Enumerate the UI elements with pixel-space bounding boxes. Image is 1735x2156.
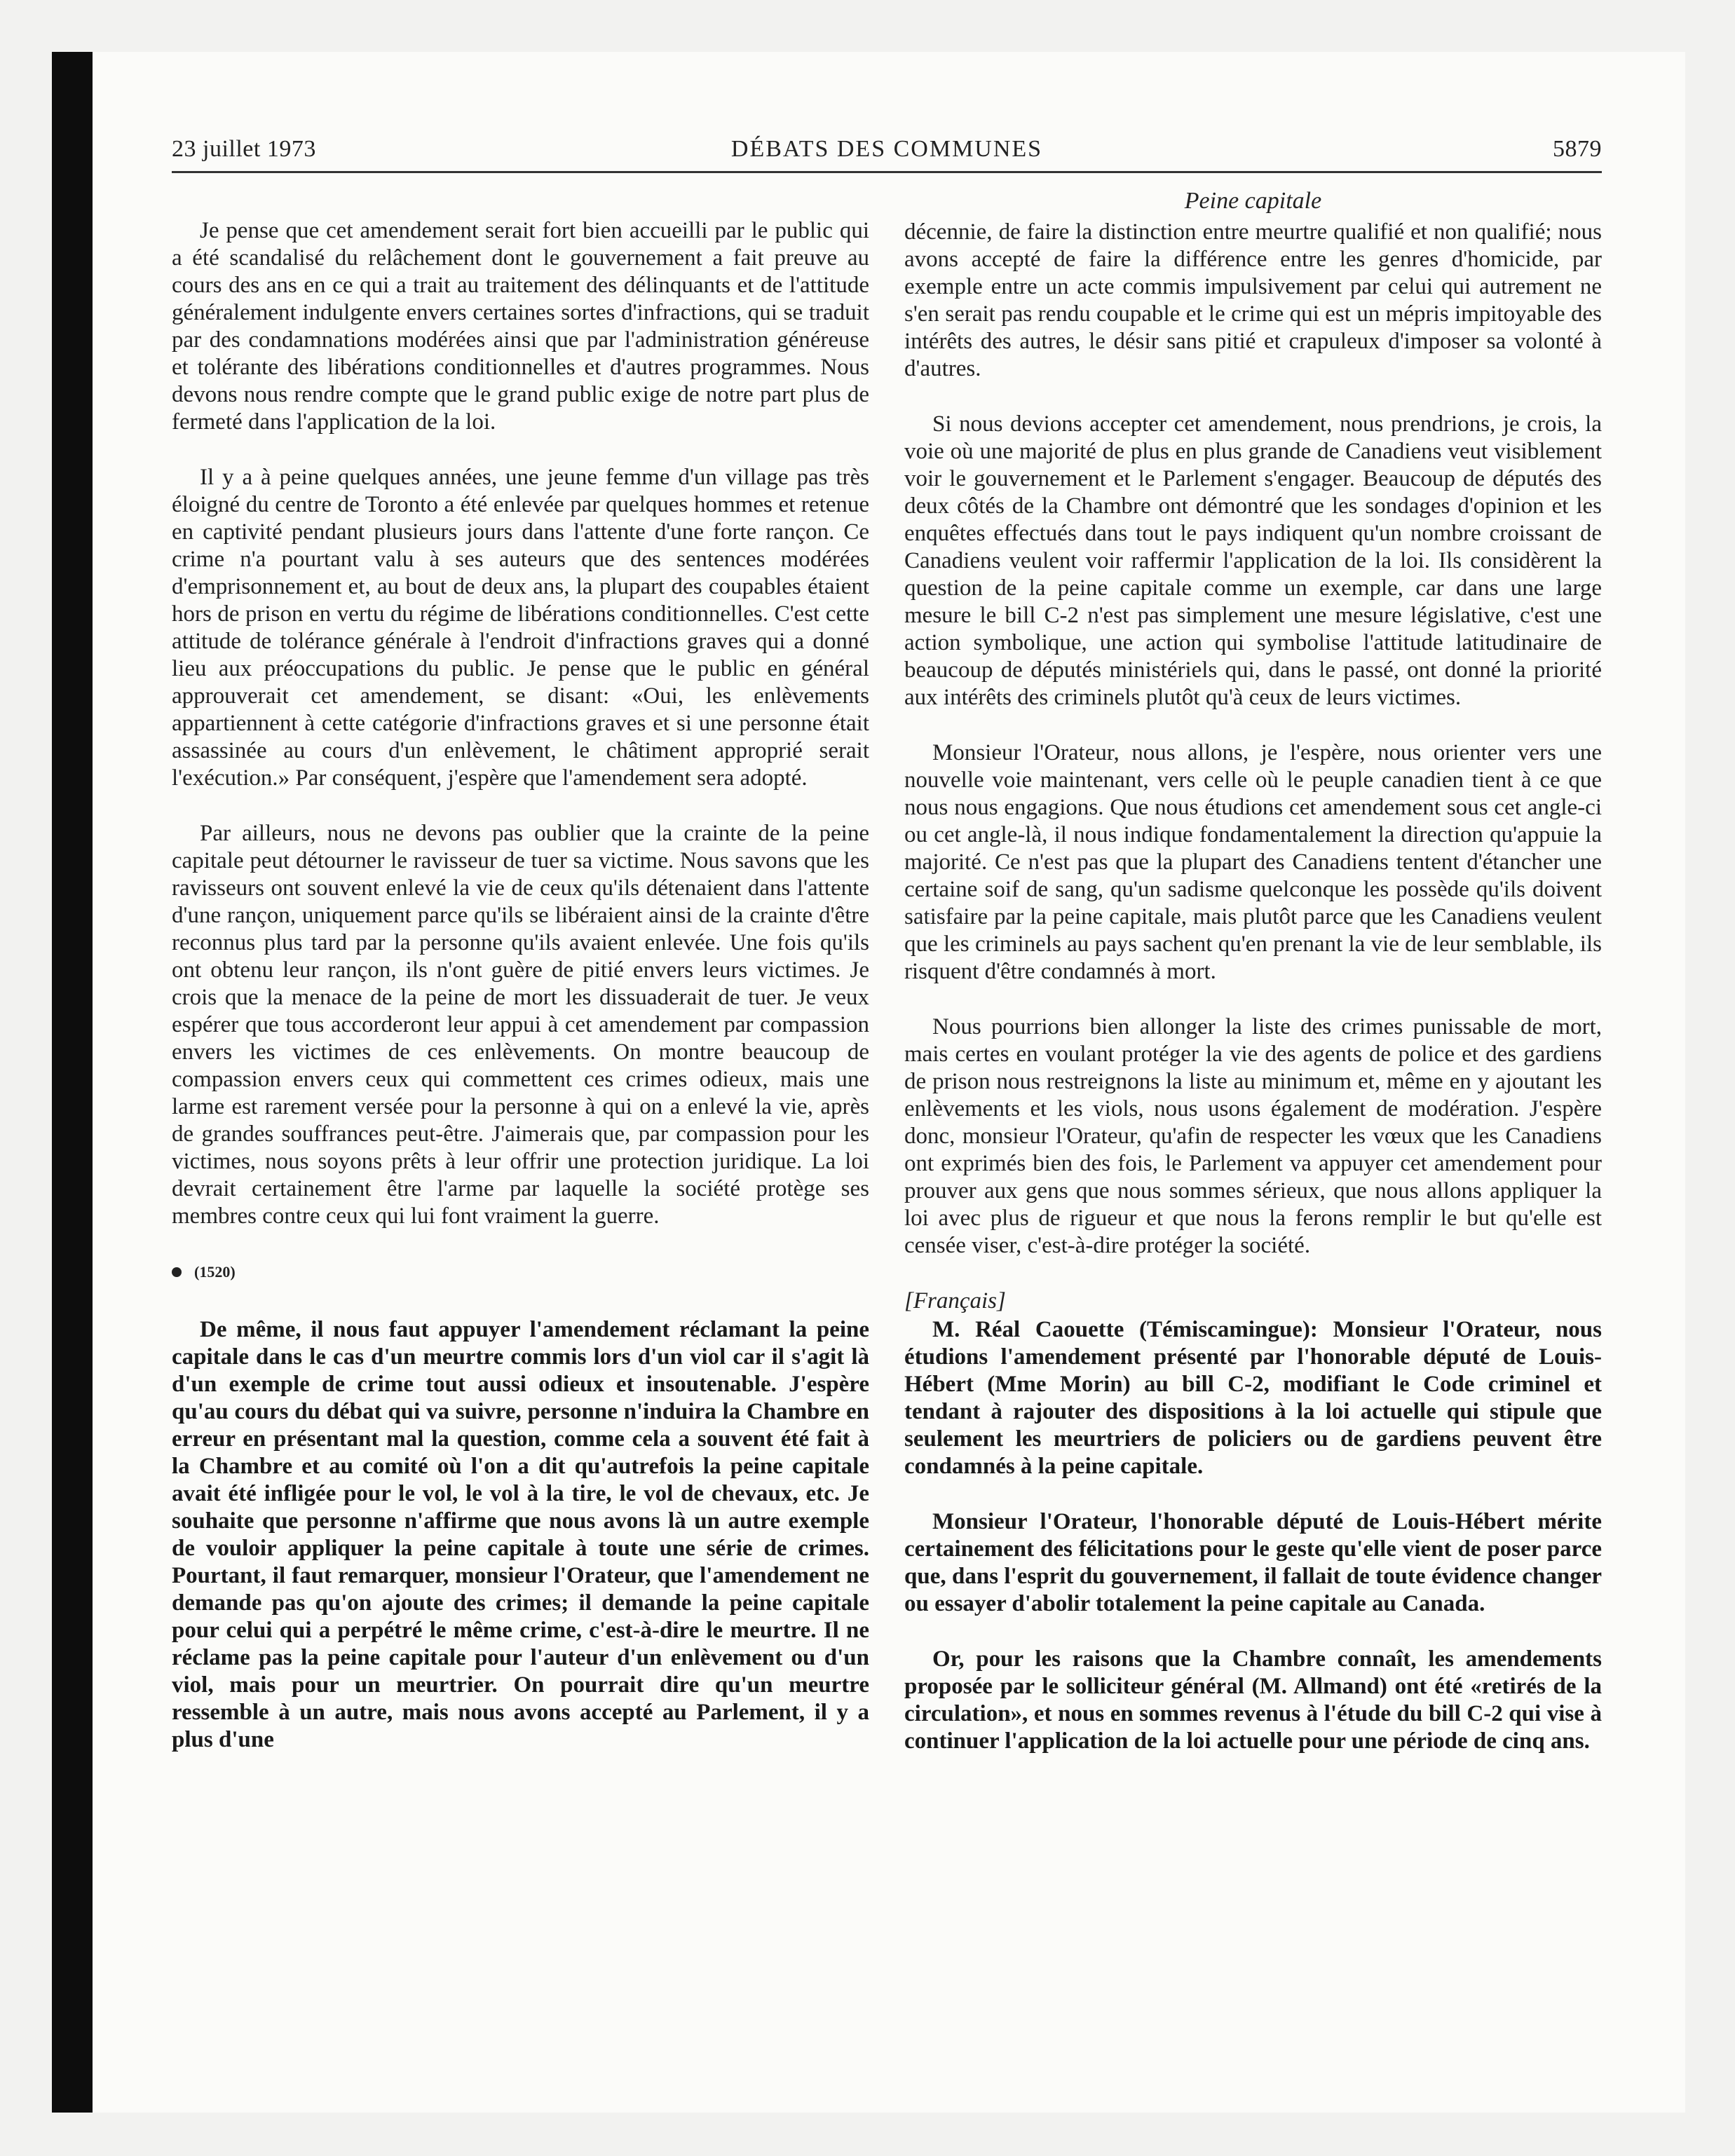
left-column [172, 217, 869, 1782]
paragraph: Je pense que cet amendement serait fort bien accueilli par le public qui a été scandalisé du relâchement dont le gouvernement a fait preuve au cours des ans en ce qui a trait au traitement des délinquants et de l'attitude généralement indulgente envers certaines sortes d'infractions, qui se traduit par des condamnations modérées ainsi que par l'administration généreuse et tolérante des libérations conditionnelles et d'autres programmes. Nous devons nous rendre compte que le grand public exige de notre part plus de fermeté dans l'application de la loi. [172, 218, 869, 435]
paragraph: Il y a à peine quelques années, une jeune femme d'un village pas très éloigné du centre de Toronto a été enlevée par quelques hommes et retenue en captivité pendant plusieurs jours dans l'attente d'une forte rançon. Ce crime n'a pourtant valu à ses auteurs que des sentences modérées d'emprisonnement et, au bout de deux ans, la plupart des coupables étaient hors de prison en vertu du régime de libérations conditionnelles. C'est cette attitude de tolérance générale à l'endroit d'infractions graves qui a donné lieu aux préoccupations du public. Je pense que le public en général approuverait cet amendement, se disant: «Oui, les enlèvements appartiennent à cette catégorie d'infractions graves et si une personne était assassinée au cours d'un enlèvement, le châtiment approprié serait l'exécution.» Par conséquent, j'espère que l'amendement sera adopté. [172, 465, 869, 791]
timestamp-marker [172, 1258, 869, 1285]
paragraph: De même, il nous faut appuyer l'amendement réclamant la peine capitale dans le cas d'un meurtre commis lors d'un viol car il s'agit là d'un exemple de crime tout aussi odieux et insoutenable. J'espère qu'au cours du débat qui va suivre, personne n'induira la Chambre en erreur en présentant mal la question, comme cela a souvent été fait à la Chambre et au comité où l'on a dit qu'autrefois la peine capitale avait été infligée pour le vol, le vol à la tire, le vol de chevaux, etc. Je souhaite que personne n'affirme que nous avons là un autre exemple de vouloir appliquer la peine capitale à toute une série de crimes. Pourtant, il faut remarquer, monsieur l'Orateur, que l'amendement ne demande pas qu'on ajoute des crimes; il demande la peine capitale pour celui qui a perpétré le même crime, c'est-à-dire le meurtre. Il ne réclame pas la peine capitale pour l'auteur d'un enlèvement ou d'un viol, mais pour un meurtrier. On pourrait dire qu'un meurtre ressemble à un autre, mais nous avons accepté au Parlement, il y a plus d'une [172, 1317, 869, 1752]
language-tag: [Français] [904, 1288, 1006, 1314]
paragraph: Nous pourrions bien allonger la liste des crimes punissable de mort, mais certes en voulant protéger la vie des agents de police et des gardiens de prison nous restreignons la liste au minimum et, même en y ajoutant les enlèvements et les viols, nous usons également de modération. J'espère donc, monsieur l'Orateur, qu'afin de respecter les vœux que les Canadiens ont exprimés bien des fois, le Parlement va appuyer cet amendement pour prouver aux gens que nous sommes sérieux, que nous allons appliquer la loi avec plus de rigueur et que nous la ferons remplir le but qu'elle est censée viser, c'est-à-dire protéger la société. [904, 1014, 1602, 1258]
header-publication: DÉBATS DES COMMUNES [730, 136, 1043, 162]
right-column [904, 219, 1602, 1783]
header-page-number: 5879 [1553, 136, 1602, 162]
paragraph: décennie, de faire la distinction entre meurtre qualifié et non qualifié; nous avons accepté de faire la différence entre les genres d'homicide, par exemple entre un acte commis impulsivement par celui qui autrement ne s'en serait pas rendu coupable et le crime qui est un mépris impitoyable des intérêts des autres, le désir sans pitié et crapuleux d'imposer sa volonté à d'autres. [904, 219, 1602, 381]
timestamp-text: (1520) [194, 1263, 236, 1281]
header-date: 23 juillet 1973 [172, 136, 316, 162]
speaker-name: M. Réal Caouette (Témiscamingue): [932, 1317, 1318, 1342]
paragraph: Or, pour les raisons que la Chambre connaît, les amendements proposée par le solliciteur général (M. Allmand) ont été «retirés de la circulation», et nous en sommes revenus à l'étude du bill C-2 qui vise à continuer l'application de la loi actuelle pour une période de cinq ans. [904, 1646, 1602, 1754]
page-header [172, 135, 1602, 173]
paragraph: Monsieur l'Orateur, l'honorable député de Louis-Hébert mérite certainement des félicitations pour le geste qu'elle vient de poser parce que, dans l'esprit du gouvernement, il fallait de toute évidence changer ou essayer d'abolir totalement la peine capitale au Canada. [904, 1509, 1602, 1616]
paragraph: Monsieur l'Orateur, nous allons, je l'espère, nous orienter vers une nouvelle voie maintenant, vers celle où le peuple canadien tient à ce que nous nous engagions. Que nous étudions cet amendement sous cet angle-ci ou cet angle-là, il nous indique fondamentalement la direction qu'appuie la majorité. Ce n'est pas que la plupart des Canadiens tentent d'étancher une certaine soif de sang, qu'un sadisme quelconque les possède qu'ils doivent satisfaire par la peine capitale, mais plutôt parce que les Canadiens veulent que les criminels au pays sachent qu'en prenant la vie de leur semblable, ils risquent d'être condamnés à mort. [904, 740, 1602, 984]
paragraph: Si nous devions accepter cet amendement, nous prendrions, je crois, la voie où une majorité de plus en plus grande de Canadiens veut visiblement voir le gouvernement et le Parlement s'engager. Beaucoup de députés des deux côtés de la Chambre ont démontré que les sondages d'opinion et les enquêtes effectués dans tout le pays indiquent qu'un nombre croissant de Canadiens veulent voir raffermir l'application de la loi. Ils considèrent la question de la peine capitale comme un exemple, car dans une large mesure le bill C-2 n'est pas simplement une mesure législative, c'est une action symbolique, une action qui symbolise l'attitude latitudinaire de beaucoup de députés ministériels qui, dans le passé, ont donné la priorité aux intérêts des criminels plutôt qu'à ceux de leurs victimes. [904, 411, 1602, 710]
speaker-text: Monsieur l'Orateur, nous étudions l'amendement présenté par l'honorable député de Louis-Hébert (Mme Morin) au bill C-2, modifiant le Code criminel et tendant à rajouter des dispositions à la loi actuelle qui stipule que seulement les meurtriers de policiers ou de gardiens peuvent être condamnés à la peine capitale. [904, 1317, 1602, 1479]
paragraph: Par ailleurs, nous ne devons pas oublier que la crainte de la peine capitale peut détourner le ravisseur de tuer sa victime. Nous savons que les ravisseurs ont souvent enlevé la vie de ceux qu'ils détenaient dans l'attente d'une rançon, uniquement parce qu'ils se libéraient ainsi de la crainte d'être reconnus plus tard par la personne qu'ils avaient enlevée. Une fois qu'ils ont obtenu leur rançon, ils n'ont guère de pitié envers leurs victimes. Je crois que la menace de la peine de mort les dissuaderait de tuer. Je veux espérer que tous accorderont leur appui à cet amendement par compassion envers les victimes de ces enlèvements. On montre beaucoup de compassion envers ceux qui commettent ces crimes odieux, mais une larme est rarement versée pour la personne à qui on a enlevé la vie, après de grandes souffrances peut-être. J'aimerais que, par compassion pour les victimes, nous soyons prêts à leur offrir une protection juridique. La loi devrait certainement être l'arme par laquelle la société protège ses membres contre ceux qui lui font vraiment la guerre. [172, 821, 869, 1229]
running-head: Peine capitale [1184, 188, 1322, 214]
bullet-icon [172, 1267, 182, 1277]
scan-edge [52, 52, 93, 2113]
speaker-paragraph [904, 1316, 1602, 1480]
